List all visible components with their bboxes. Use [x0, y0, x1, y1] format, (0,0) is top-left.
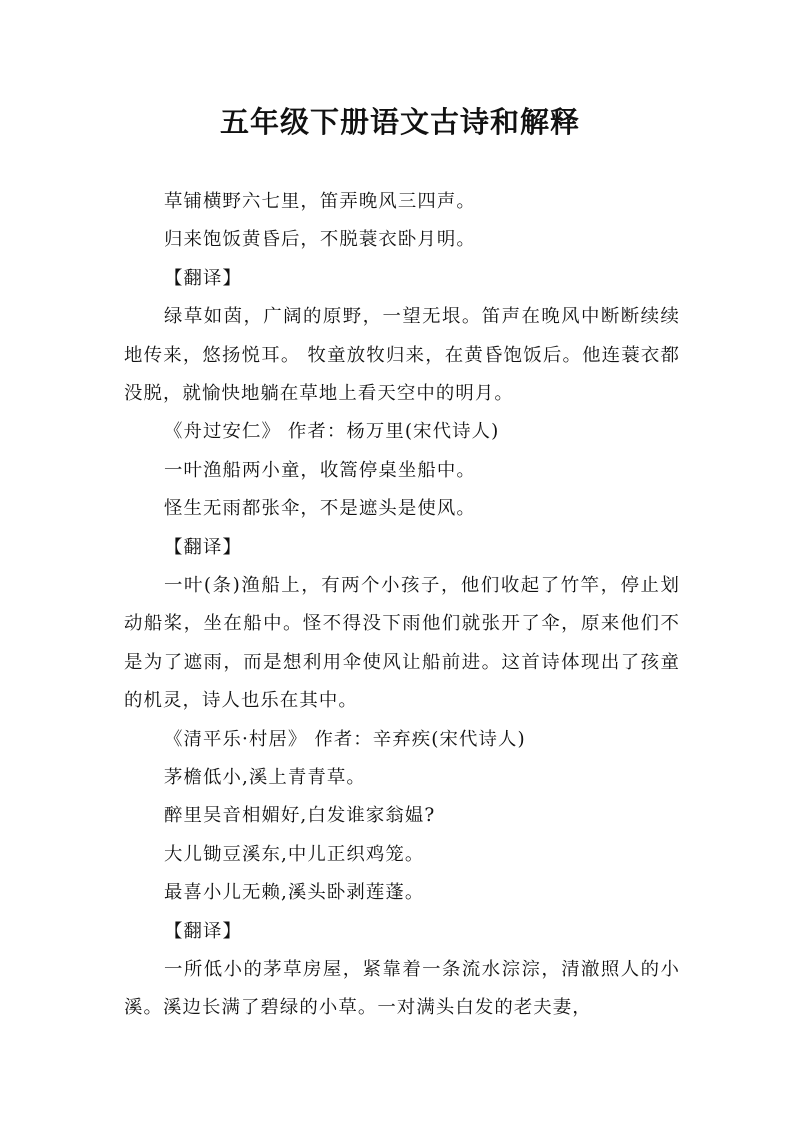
poem-title-line: 《清平乐·村居》 作者：辛弃疾(宋代诗人): [164, 728, 526, 750]
translation-paragraph: 绿草如茵，广阔的原野，一望无垠。笛声在晚风中断断续续地传来，悠扬悦耳。 牧童放牧归来，在黄昏饱饭后。他连蓑衣都没脱，就愉快地躺在草地上看天空中的明月。: [124, 306, 680, 404]
poem-line: 大儿锄豆溪东,中儿正织鸡笼。: [164, 843, 425, 865]
document-title: 五年级下册语文古诗和解释: [219, 105, 580, 139]
translation-heading: 【翻译】: [164, 536, 242, 558]
translation-heading: 【翻译】: [164, 920, 242, 942]
poem-line: 最喜小儿无赖,溪头卧剥莲蓬。: [164, 882, 425, 904]
poem-line: 怪生无雨都张伞，不是遮头是使风。: [164, 498, 476, 520]
poem-line: 醉里吴音相媚好,白发谁家翁媪?: [164, 805, 436, 827]
translation-paragraph: 一所低小的茅草房屋，紧靠着一条流水淙淙，清澈照人的小溪。溪边长满了碧绿的小草。一对满头白发的老夫妻，: [124, 958, 680, 1019]
poem-line: 一叶渔船两小童，收篙停桌坐船中。: [164, 459, 476, 481]
poem-title-line: 《舟过安仁》 作者：杨万里(宋代诗人): [164, 421, 500, 443]
document-body: [124, 183, 680, 1028]
poem-line: 茅檐低小,溪上青青草。: [164, 766, 366, 788]
poem-line: 草铺横野六七里，笛弄晚风三四声。: [164, 191, 476, 212]
translation-paragraph: 一叶(条)渔船上，有两个小孩子，他们收起了竹竿，停止划动船桨，坐在船中。怪不得没下雨他们就张开了伞，原来他们不是为了遮雨，而是想利用伞使风让船前进。这首诗体现出了孩童的机灵，诗人也乐在其中。: [124, 574, 680, 712]
poem-line: 归来饱饭黄昏后，不脱蓑衣卧月明。: [164, 229, 476, 251]
translation-heading: 【翻译】: [164, 267, 242, 289]
